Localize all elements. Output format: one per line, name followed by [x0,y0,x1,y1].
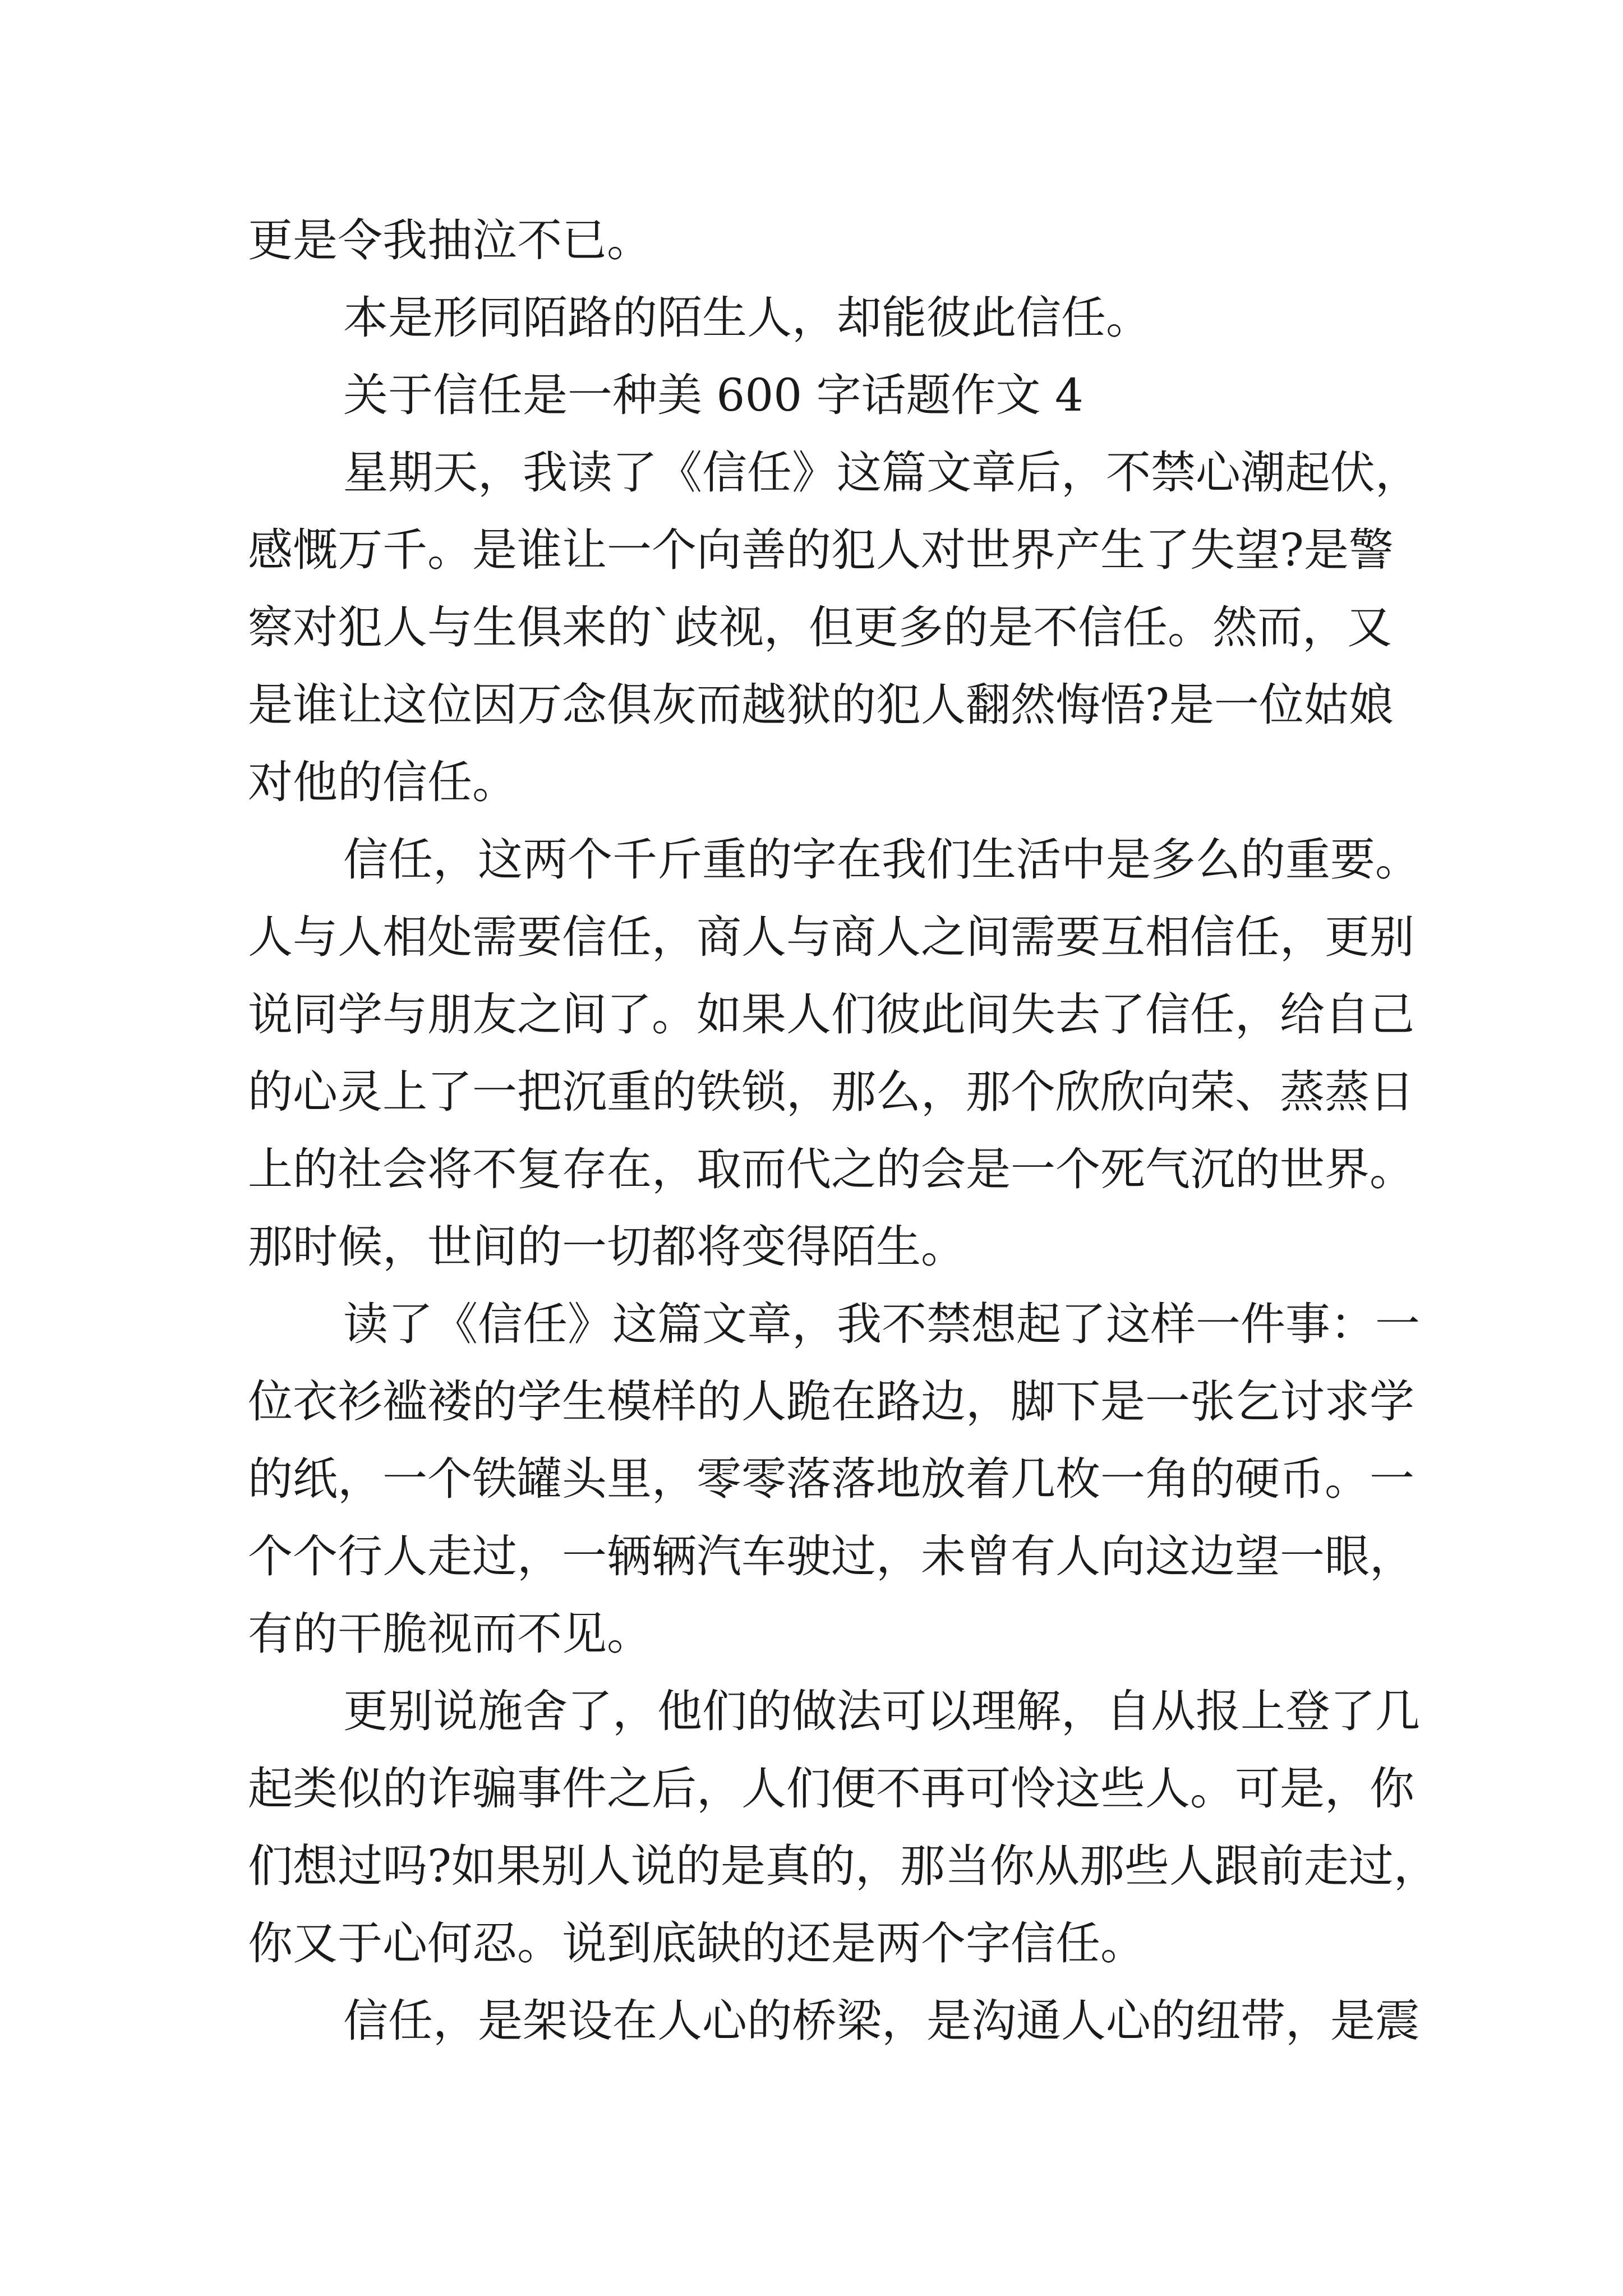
text-line: 说同学与朋友之间了。如果人们彼此间失去了信任，给自己 [248,988,1414,1041]
text-line: 的心灵上了一把沉重的铁锁，那么，那个欣欣向荣、蒸蒸日 [248,1066,1414,1118]
text-line: 上的社会将不复存在，取而代之的会是一个死气沉的世界。 [248,1143,1414,1195]
text-line: 人与人相处需要信任，商人与商人之间需要互相信任，更别 [248,911,1414,963]
text-line: 的纸，一个铁罐头里，零零落落地放着几枚一角的硬币。一 [248,1453,1414,1505]
text-line: 感慨万千。是谁让一个向善的犯人对世界产生了失望?是警 [248,524,1394,576]
text-line: 有的干脆视而不见。 [248,1608,652,1660]
essay-heading: 关于信任是一种美 600 字话题作文 4 [343,369,1083,421]
text-line: 你又于心何忍。说到底缺的还是两个字信任。 [248,1917,1145,1970]
text-line: 位衣衫褴褛的学生模样的人跪在路边，脚下是一张乞讨求学 [248,1375,1414,1428]
text-line: 信任，这两个千斤重的字在我们生活中是多么的重要。 [343,834,1420,886]
text-line: 星期天，我读了《信任》这篇文章后，不禁心潮起伏， [343,447,1420,499]
text-line: 那时候，世间的一切都将变得陌生。 [248,1221,966,1273]
text-line: 察对犯人与生俱来的`歧视，但更多的是不信任。然而，又 [248,601,1392,654]
text-line: 们想过吗?如果别人说的是真的，那当你从那些人跟前走过， [248,1840,1438,1892]
text-line: 本是形同陌路的陌生人，却能彼此信任。 [343,292,1151,344]
text-line: 读了《信任》这篇文章，我不禁想起了这样一件事：一 [343,1298,1420,1350]
text-line: 个个行人走过，一辆辆汽车驶过，未曾有人向这边望一眼， [248,1530,1414,1582]
text-line: 更是令我抽泣不已。 [248,214,652,266]
text-line: 是谁让这位因万念俱灰而越狱的犯人翻然悔悟?是一位姑娘 [248,679,1394,731]
text-line: 信任，是架设在人心的桥梁，是沟通人心的纽带，是震 [343,1995,1420,2047]
text-line: 对他的信任。 [248,756,517,808]
essay-body [248,202,1438,2060]
text-line: 更别说施舍了，他们的做法可以理解，自从报上登了几 [343,1685,1420,1737]
text-line: 起类似的诈骗事件之后，人们便不再可怜这些人。可是，你 [248,1763,1414,1815]
